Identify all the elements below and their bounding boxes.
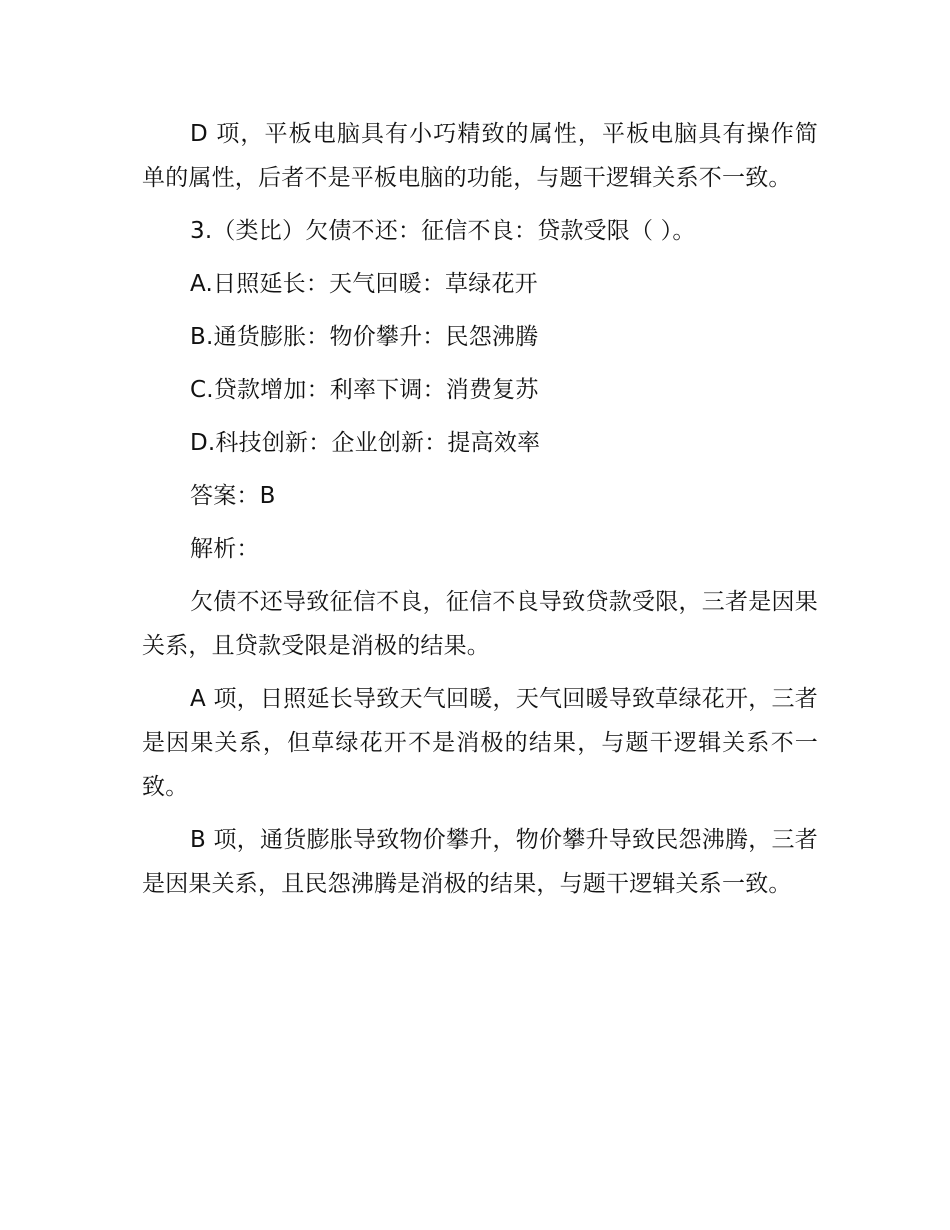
document-body [142,112,818,915]
option-b: B.通货膨胀：物价攀升：民怨沸腾 [190,324,539,350]
option-d: D.科技创新：企业创新：提高效率 [190,430,541,456]
analysis-heading: 解析： [190,536,260,562]
answer-line: 答案：B [190,483,276,509]
analysis-option-b: B 项，通货膨胀导致物价攀升，物价攀升导致民怨沸腾，三者是因果关系，且民怨沸腾是消极的结果，与题干逻辑关系一致。 [142,827,818,897]
analysis-option-a: A 项，日照延长导致天气回暖，天气回暖导致草绿花开，三者是因果关系，但草绿花开不是消极的结果，与题干逻辑关系不一致。 [142,686,818,800]
question-3-stem: 3.（类比）欠债不还：征信不良：贷款受限（ ）。 [190,218,696,244]
option-c: C.贷款增加：利率下调：消费复苏 [190,377,539,403]
option-d-analysis-previous: D 项，平板电脑具有小巧精致的属性，平板电脑具有操作简单的属性，后者不是平板电脑的功能，与题干逻辑关系不一致。 [142,121,818,191]
option-a: A.日照延长：天气回暖：草绿花开 [190,271,538,297]
analysis-stem: 欠债不还导致征信不良，征信不良导致贷款受限，三者是因果关系，且贷款受限是消极的结果。 [142,589,818,659]
